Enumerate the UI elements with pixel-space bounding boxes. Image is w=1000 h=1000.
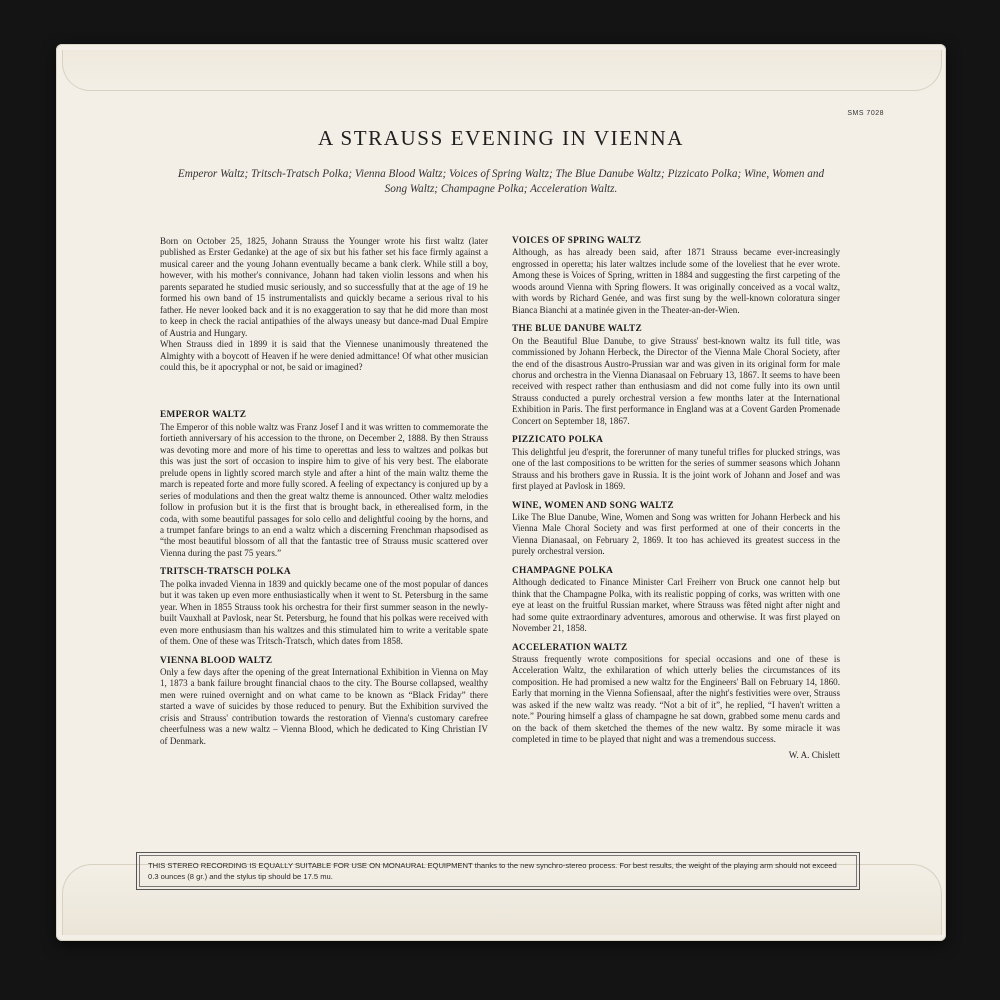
acceleration-waltz-text: Strauss frequently wrote compositions for special occasions and one of these is Acceleration Waltz, the exhilaration of which utterly belies the circumstances of its composition. He had promised a new waltz for the Engineers' Ball on February 14, 1860. Early that morning in the Vienna Sofiensaal, after the night's festivities were over, Strauss was asked if the new waltz was ready. “Not a bit of it”, he replied, “I haven't written a note.” Pouring himself a glass of champagne he sat down, grabbed some menu cards and on the back of them sketched the themes of the new waltz. By some miracle it was completed in time to be played that night and was a tremendous success. bbox=[512, 653, 840, 745]
pizzicato-polka-text: This delightful jeu d'esprit, the forerunner of many tuneful trifles for plucked strings, was one of the last compositions to be written for the series of summer seasons which Johann Strauss and his brothers gave in Russia. It is the joint work of Johann and Josef and was first played at Pavlosk in 1869. bbox=[512, 446, 840, 492]
emperor-waltz-text: The Emperor of this noble waltz was Franz Josef I and it was written to commemorate the fortieth anniversary of his accession to the throne, on December 2, 1888. By then Strauss was devoting more and more of his time to operettas and less to waltzes and polkas but this was just the sort of occasion to inspire him to give of his very best. The elaborate prelude opens in lightly scored march style and after a hint of the main waltz theme the march is repeated forte and more fully scored. A feeling of expectancy is conjured up by a series of modulations and then the great waltz theme is announced. Other waltz melodies follow in profusion but it is the first that is brought back, in etherealised form, in the coda, with some beautiful passages for solo cello and delightful cooing by the horns, and a trumpet fanfare brings to an end a waltz which a discerning Frenchman rhapsodised as “the most beautiful blossom of all that the fantastic tree of Strauss music scattered over Vienna during the past 75 years.” bbox=[160, 421, 488, 558]
emperor-waltz-heading: EMPEROR WALTZ bbox=[160, 410, 247, 421]
vienna-blood-text: Only a few days after the opening of the great International Exhibition in Vienna on May 1, 1873 a bank failure brought financial chaos to the city. The Bourse collapsed, wealthy men were ruined overnight and on what came to be known as “Black Friday” there started a wave of suicides by those reduced to penury. But the Exhibition survived the crisis and Strauss' contribution towards the restoration of Vienna's customary carefree cheerfulness was a new waltz – Vienna Blood, which he dedicated to King Christian IV of Denmark. bbox=[160, 666, 488, 746]
intro-paragraph: Born on October 25, 1825, Johann Strauss the Younger wrote his first waltz (later published as Erster Gedanke) at the age of six but his father set his face firmly against a musical career and the young Johann eventually became a bank clerk. While still a boy, however, with his mother's connivance, Johann had taken violin lessons and when his parents separated he studied music seriously, and so successfully that at the age of 19 he formed his own band of 15 instrumentalists and quickly became a serious rival to his father. He never looked back and it is no exaggeration to say that he did more than most to keep in check the racial antipathies of the always uneasy but dance-mad Dual Empire of Austria and Hungary. bbox=[160, 236, 488, 338]
voices-of-spring-heading: VOICES OF SPRING WALTZ bbox=[512, 236, 642, 246]
sleeve-top-flap bbox=[62, 50, 942, 91]
stereo-notice-box bbox=[136, 852, 860, 890]
blue-danube-text: On the Beautiful Blue Danube, to give Strauss' best-known waltz its full title, was commissioned by Johann Herbeck, the Director of the Vienna Male Choral Society, after the end of the disastrous Austro-Prussian war and was given in its original form for male chorus and orchestra in the Vienna Dianasaal on February 13, 1867. It seems to have been received with respect rather than enthusiasm and did not come fully into its own until Strauss conducted a purely orchestral version a few months later at the International Exhibition in Paris. The first performance in England was at a Covent Garden Promenade Concert on September 18, 1867. bbox=[512, 335, 840, 426]
catalog-number: SMS 7028 bbox=[847, 110, 884, 117]
tritsch-tratsch-heading: TRITSCH-TRATSCH POLKA bbox=[160, 567, 291, 578]
track-list: Emperor Waltz; Tritsch-Tratsch Polka; Vienna Blood Waltz; Voices of Spring Waltz; The Blue Danube Waltz; Pizzicato Polka; Wine, Women and Song Waltz; Champagne Polka; Acceleration Waltz. bbox=[177, 168, 825, 195]
pizzicato-polka-heading: PIZZICATO POLKA bbox=[512, 435, 604, 446]
record-sleeve-back bbox=[56, 44, 946, 941]
voices-of-spring-text: Although, as has already been said, after 1871 Strauss became ever-increasingly engrossed in operetta; his later waltzes include some of the loveliest that he ever wrote. Among these is Voices of Spring, written in 1884 and suggesting the first carpeting of the woods around Vienna with Spring flowers. It was originally conceived as a vocal waltz, with words by Richard Genée, and was first sung by the well-known coloratura singer Bianca Bianchi at a matinée given in the Theater-an-der-Wien. bbox=[512, 247, 840, 315]
champagne-polka-text: Although dedicated to Finance Minister Carl Freiherr von Bruck one cannot help but think that the Champagne Polka, with its realistic popping of corks, was written with one eye at least on the fruitful Russian market, where Strauss was fêted night after night and had some quite extraordinary adventures, amorous and otherwise. It was first played on November 21, 1858. bbox=[512, 577, 840, 634]
vienna-blood-heading: VIENNA BLOOD WALTZ bbox=[160, 655, 273, 666]
album-title: A STRAUSS EVENING IN VIENNA bbox=[318, 126, 684, 150]
blue-danube-heading: THE BLUE DANUBE WALTZ bbox=[512, 324, 643, 335]
wine-women-song-text: Like The Blue Danube, Wine, Women and Song was written for Johann Herbeck and his Vienna Male Choral Society and was first performed at one of their concerts in the Vienna Dianasaal, on February 2, 1869. It too has achieved its greatest success in the purely orchestral version. bbox=[512, 511, 840, 557]
author-credit: W. A. Chislett bbox=[788, 749, 840, 760]
wine-women-song-heading: WINE, WOMEN AND SONG WALTZ bbox=[512, 500, 674, 511]
liner-notes-left-column bbox=[160, 236, 488, 747]
liner-notes-right-column bbox=[512, 236, 840, 761]
intro-paragraph-2: When Strauss died in 1899 it is said that the Viennese unanimously threatened the Almighty with a boycott of Heaven if he were denied admittance! Of what other musician could this, be it apocryphal or not, be said or imagined? bbox=[160, 339, 488, 372]
stereo-notice-text: THIS STEREO RECORDING IS EQUALLY SUITABLE FOR USE ON MONAURAL EQUIPMENT thanks to the new synchro-stereo process. For best results, the weight of the playing arm should not exceed 0.3 ounces (8 gr.) and the stylus tip should be 17.5 mu. bbox=[139, 855, 857, 887]
acceleration-waltz-heading: ACCELERATION WALTZ bbox=[512, 642, 628, 653]
tritsch-tratsch-text: The polka invaded Vienna in 1839 and quickly became one of the most popular of dances but it was taken up even more enthusiastically when it went to St. Petersburg in the same year. When in 1855 Strauss took his orchestra for their first summer season in the newly-built Vauxhall at Pavlosk, near St. Petersburg, he found that his polkas were received with even more enthusiasm than his waltzes and this stimulated him to write a veritable spate of them. One of these was Tritsch-Tratsch, which dates from 1858. bbox=[160, 578, 488, 647]
champagne-polka-heading: CHAMPAGNE POLKA bbox=[512, 565, 614, 576]
